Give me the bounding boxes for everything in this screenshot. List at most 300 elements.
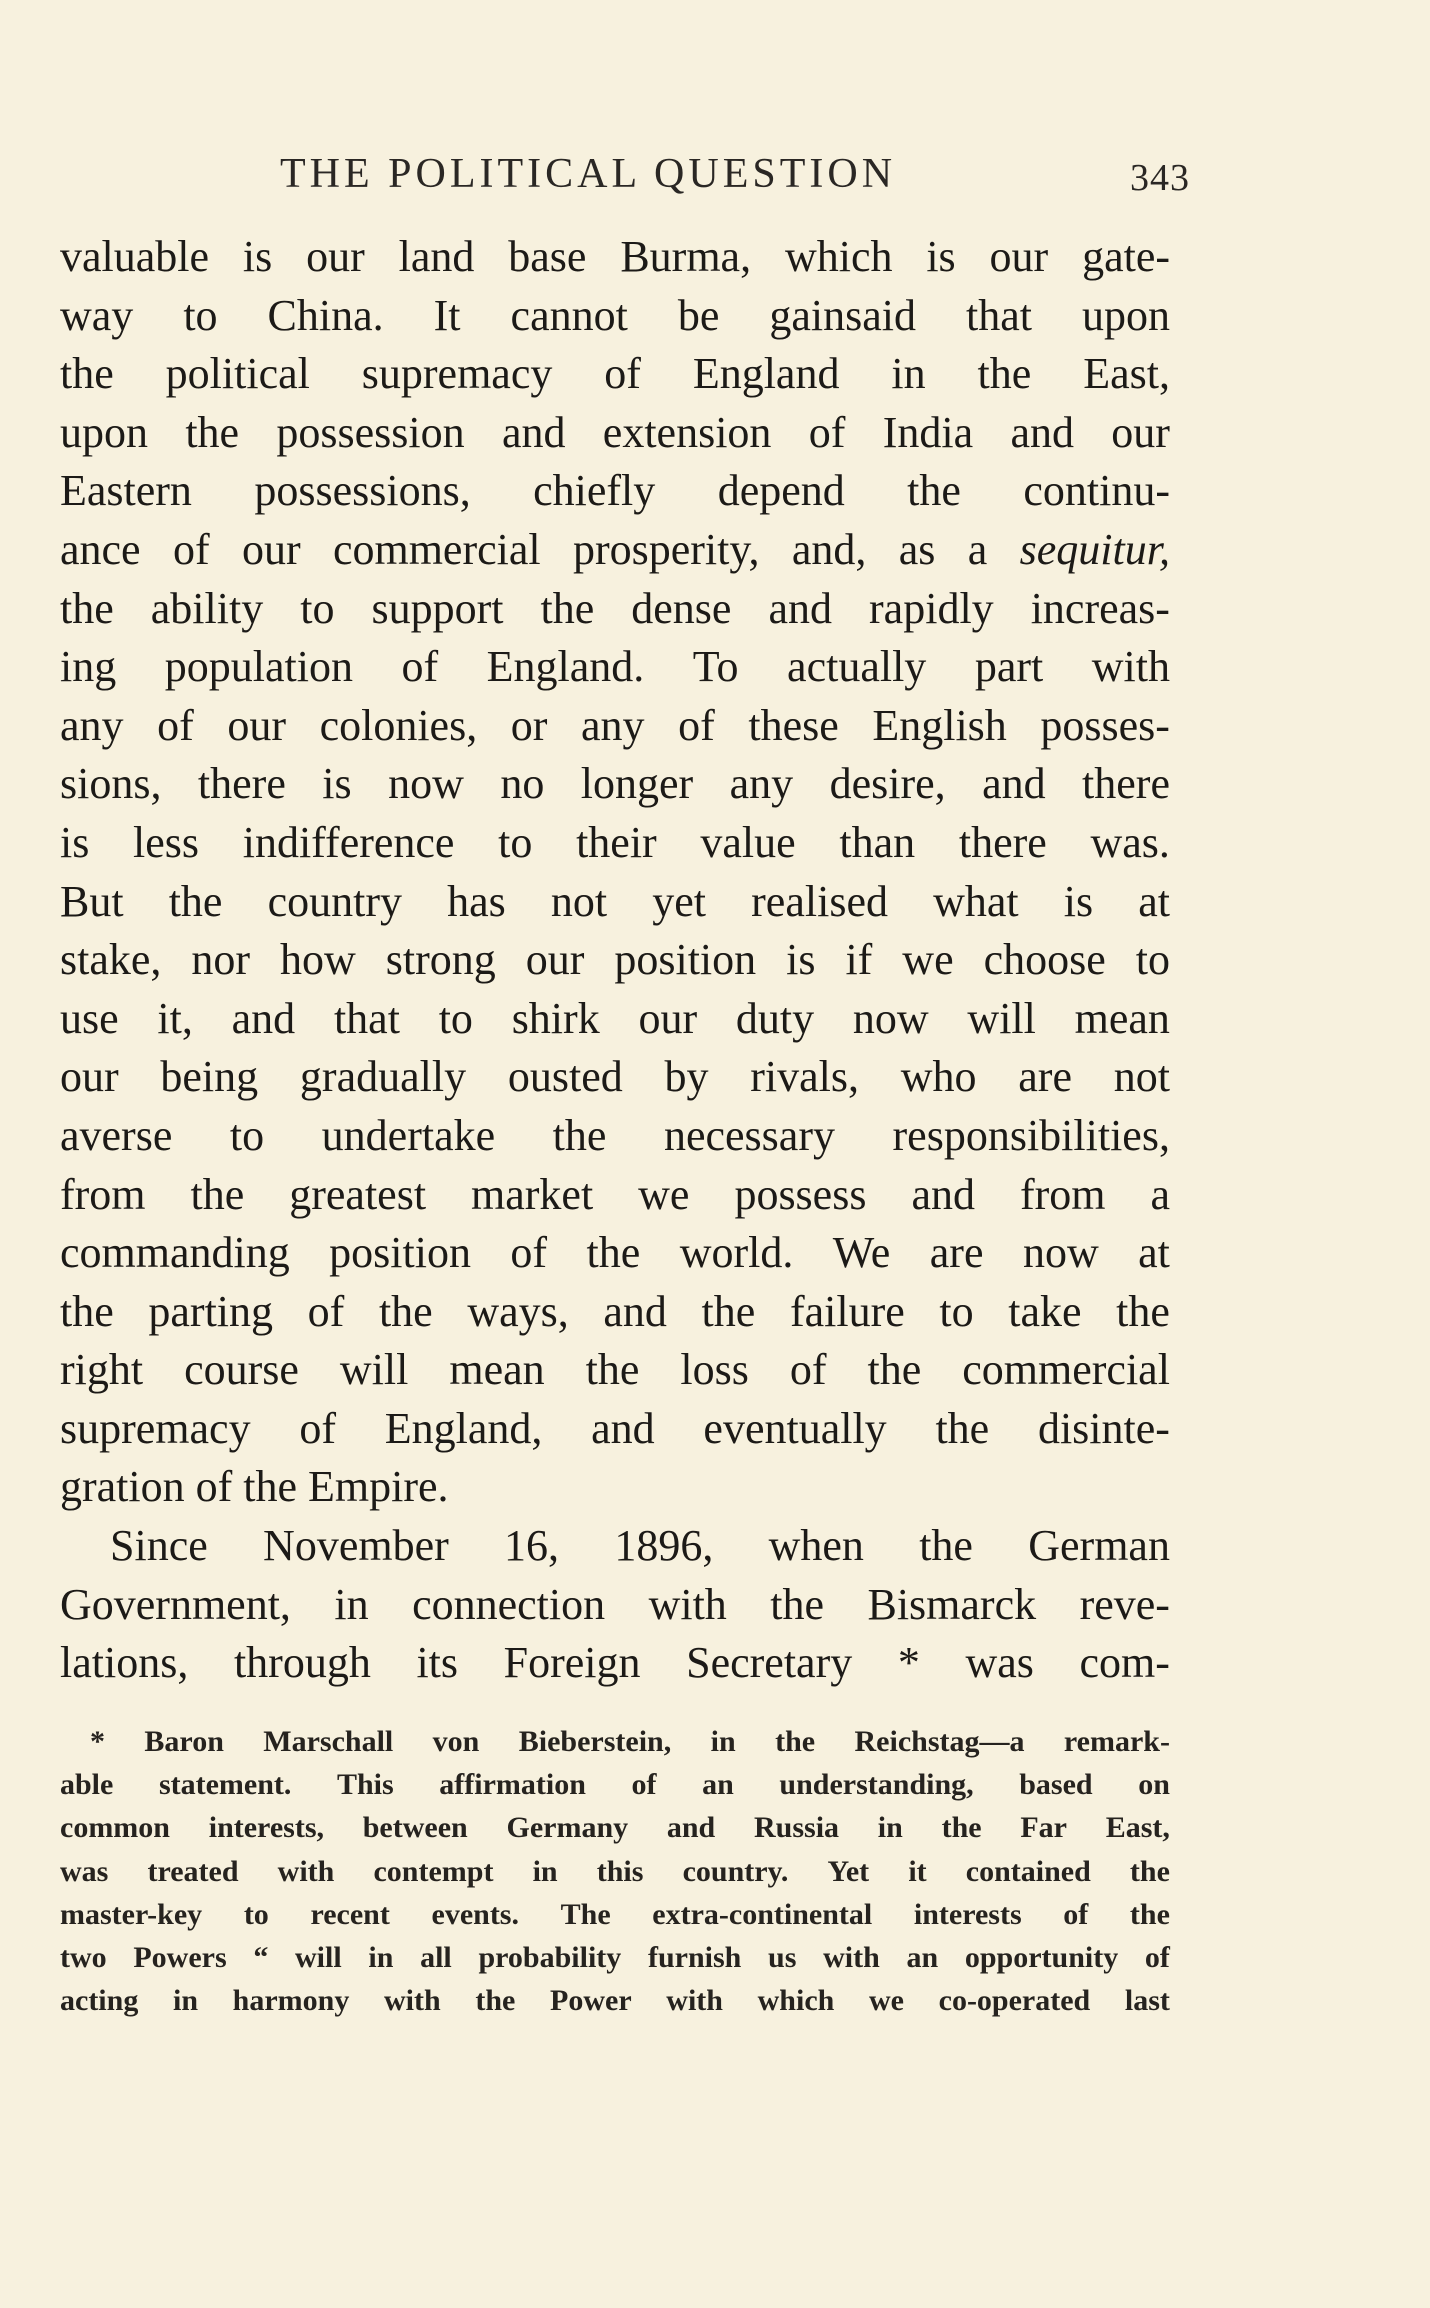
word: co-operated <box>938 1984 1091 2018</box>
word: not <box>1113 1052 1170 1102</box>
word: “ <box>253 1940 269 1974</box>
word: valuable <box>60 232 210 281</box>
word: these <box>748 700 839 750</box>
word: with <box>277 1854 335 1888</box>
word: part <box>974 642 1044 692</box>
word: two <box>60 1940 107 1974</box>
word: market <box>471 1169 594 1219</box>
word: we <box>902 935 954 985</box>
text-line <box>60 873 1170 932</box>
word: eventually <box>703 1403 887 1453</box>
word: was <box>965 1638 1034 1688</box>
word: and <box>1010 407 1074 457</box>
word: interests <box>913 1897 1022 1931</box>
word: averse <box>60 1110 173 1160</box>
text-line <box>60 1458 1170 1517</box>
word: shirk <box>511 993 600 1043</box>
word: the <box>701 1286 756 1336</box>
word: there <box>1082 759 1170 809</box>
word: interests, <box>208 1811 324 1845</box>
word: Since <box>110 1521 208 1571</box>
word: English <box>872 700 1007 750</box>
word: all <box>420 1940 452 1974</box>
word: course <box>184 1345 299 1395</box>
word: the <box>190 1169 245 1219</box>
word: of <box>631 1768 657 1802</box>
word: Baron <box>144 1725 224 1758</box>
word: at <box>1138 1228 1170 1278</box>
word: Bismarck <box>867 1579 1037 1629</box>
word: possess <box>734 1169 867 1219</box>
word: in <box>532 1854 558 1888</box>
word: world. <box>679 1228 794 1278</box>
word: their <box>576 817 657 867</box>
word: are <box>1018 1052 1072 1102</box>
word: possessions, <box>254 466 471 516</box>
word: the <box>1116 1286 1170 1336</box>
text-line <box>60 521 1170 580</box>
word: our <box>638 993 698 1043</box>
word: and <box>603 1286 667 1336</box>
footnote-line <box>60 1806 1170 1849</box>
text-line <box>60 462 1170 521</box>
word: the <box>1129 1854 1170 1888</box>
word: commercial <box>332 524 541 574</box>
text-line <box>60 1166 1170 1225</box>
word: this <box>596 1854 644 1888</box>
word: of <box>678 700 715 750</box>
word: colonies, <box>319 700 478 750</box>
word: land <box>398 232 475 281</box>
word: has <box>447 876 506 926</box>
word: now <box>388 759 464 809</box>
word: dense <box>631 583 732 633</box>
word: desire, <box>829 759 946 809</box>
word: and <box>231 993 296 1043</box>
word: of <box>401 642 439 692</box>
word: Government, <box>60 1579 291 1629</box>
word: of <box>299 1403 336 1453</box>
word: of <box>307 1286 345 1336</box>
word: the <box>977 349 1032 399</box>
word: us <box>768 1940 797 1974</box>
word: actually <box>787 642 927 692</box>
text-line <box>60 1048 1170 1107</box>
word: a <box>967 524 988 574</box>
word: between <box>362 1811 468 1845</box>
word: was <box>60 1854 109 1888</box>
text-line <box>60 345 1170 404</box>
word: of <box>172 524 210 574</box>
word: longer <box>580 759 694 809</box>
word: base <box>508 232 587 281</box>
word: November <box>263 1521 449 1571</box>
word: Germany <box>506 1811 629 1845</box>
word: and <box>666 1811 716 1845</box>
word: when <box>768 1521 864 1571</box>
word: or <box>510 700 548 750</box>
word: Yet <box>827 1854 870 1888</box>
word: possession <box>276 407 465 457</box>
word: in <box>710 1725 736 1758</box>
word: no <box>500 759 545 809</box>
word: upon <box>1082 290 1170 340</box>
word: with <box>648 1579 727 1629</box>
word: in <box>877 1811 903 1845</box>
word: which <box>784 232 893 281</box>
word: there <box>958 817 1047 867</box>
word: reve- <box>1079 1579 1170 1629</box>
word: to <box>939 1286 974 1336</box>
text-line <box>60 990 1170 1049</box>
text-line <box>60 931 1170 990</box>
word: who <box>900 1052 977 1102</box>
word: harmony <box>232 1984 350 2018</box>
word: take <box>1008 1286 1082 1336</box>
word: country. <box>682 1854 789 1888</box>
word: 1896, <box>614 1521 714 1571</box>
word: affirmation <box>439 1768 586 1802</box>
word: gainsaid <box>769 290 917 340</box>
word: opportunity <box>964 1940 1119 1974</box>
word: * <box>897 1638 920 1688</box>
word: now <box>852 993 929 1043</box>
word: Powers <box>133 1940 227 1974</box>
word: the <box>185 407 240 457</box>
word: common <box>60 1811 170 1845</box>
word: Far <box>1020 1811 1067 1845</box>
word: the <box>60 349 114 399</box>
word: way <box>60 290 134 340</box>
word: less <box>133 817 200 867</box>
word: acting <box>60 1984 139 2018</box>
word: our <box>227 700 286 750</box>
text-line <box>60 814 1170 873</box>
word: and <box>982 759 1046 809</box>
word: there <box>197 759 286 809</box>
word: its <box>416 1638 459 1688</box>
text-line <box>60 580 1170 639</box>
word: gradually <box>299 1052 467 1102</box>
word: not <box>550 876 608 926</box>
word: disinte- <box>1037 1403 1170 1453</box>
word: sions, <box>60 759 162 809</box>
text-line <box>60 1283 1170 1342</box>
word: the <box>775 1725 816 1758</box>
word: realised <box>751 876 888 926</box>
word: support <box>371 583 504 633</box>
word: a <box>1150 1169 1170 1219</box>
word: the <box>867 1345 922 1395</box>
text-line <box>60 755 1170 814</box>
word: as <box>898 524 936 574</box>
word: if <box>845 935 873 985</box>
text-line <box>60 638 1170 697</box>
word: chiefly <box>533 466 656 516</box>
word: last <box>1124 1984 1170 2018</box>
word: the <box>378 1286 433 1336</box>
footnote-line <box>60 1850 1170 1893</box>
word: the <box>1129 1897 1170 1931</box>
word: being <box>160 1052 259 1102</box>
word: statement. <box>158 1768 292 1802</box>
word: posses- <box>1040 700 1170 750</box>
word: responsibilities, <box>892 1110 1170 1160</box>
word: England, <box>384 1403 543 1453</box>
word: Reichstag—a <box>854 1725 1025 1758</box>
word: stake, <box>60 935 162 985</box>
word: population <box>164 642 353 692</box>
word: are <box>929 1228 984 1278</box>
word: treated <box>147 1854 239 1888</box>
word: com- <box>1079 1638 1170 1688</box>
word: the <box>475 1984 516 2018</box>
word: Eastern <box>60 466 192 516</box>
text-line <box>60 287 1170 346</box>
word: the <box>586 1228 641 1278</box>
word: indifference <box>242 817 455 867</box>
word: to <box>1135 935 1170 985</box>
word: undertake <box>321 1110 496 1160</box>
word: gate- <box>1082 232 1170 281</box>
word: will <box>295 1940 342 1974</box>
word: with <box>666 1984 723 2018</box>
word: To <box>692 642 739 692</box>
word: Foreign <box>503 1638 641 1688</box>
word: ways, <box>467 1286 569 1336</box>
word: von <box>432 1725 480 1758</box>
word: in <box>368 1940 394 1974</box>
word: use <box>60 993 119 1043</box>
word: ability <box>150 583 264 633</box>
word: it, <box>157 993 193 1043</box>
text-line <box>60 1224 1170 1283</box>
word: extension <box>602 407 772 457</box>
word: parting <box>148 1286 274 1336</box>
text-line <box>60 1517 1170 1576</box>
text-line <box>60 404 1170 463</box>
word: the <box>552 1110 607 1160</box>
word: now <box>1022 1228 1099 1278</box>
word: is <box>242 232 273 281</box>
word: rapidly <box>869 583 994 633</box>
word: yet <box>652 876 707 926</box>
word: cannot <box>510 290 628 340</box>
footnote-line <box>60 1893 1170 1936</box>
word: understanding, <box>779 1768 974 1802</box>
text-line <box>60 1576 1170 1635</box>
running-head: THE POLITICAL QUESTION <box>280 151 897 197</box>
word: we <box>868 1984 904 2018</box>
word: an <box>906 1940 939 1974</box>
word: in <box>334 1579 369 1629</box>
word: position <box>329 1228 471 1278</box>
word: We <box>832 1228 891 1278</box>
word: country <box>267 876 402 926</box>
word: how <box>280 935 356 985</box>
word: lations, <box>60 1638 189 1688</box>
word: the <box>168 876 223 926</box>
word: which <box>757 1984 835 2018</box>
word: Secretary <box>686 1638 853 1688</box>
word: China. <box>267 290 384 340</box>
word: of <box>789 1345 827 1395</box>
word: is <box>322 759 352 809</box>
word: with <box>823 1940 880 1974</box>
word: the <box>540 583 595 633</box>
word: the <box>60 583 114 633</box>
word: commanding <box>60 1228 290 1278</box>
word: is <box>1063 876 1094 926</box>
word: East, <box>1105 1811 1170 1845</box>
text-line <box>60 1400 1170 1459</box>
word: our <box>1111 407 1170 457</box>
word: prosperity, <box>572 524 760 574</box>
word: Bieberstein, <box>518 1725 672 1758</box>
word: to <box>498 817 533 867</box>
word: will <box>967 993 1036 1043</box>
word: able <box>60 1768 114 1802</box>
word: England <box>692 349 840 399</box>
word: was. <box>1090 817 1170 867</box>
word: recent <box>310 1897 390 1931</box>
word: and <box>768 583 833 633</box>
word: any <box>729 759 794 809</box>
word: is <box>60 817 90 867</box>
word: Burma, <box>620 232 752 281</box>
word: and <box>911 1169 975 1219</box>
word: events. <box>431 1897 519 1931</box>
word: contempt <box>373 1854 494 1888</box>
word: of <box>1063 1897 1089 1931</box>
word: Power <box>550 1984 632 2018</box>
word: loss <box>680 1345 749 1395</box>
word: our <box>989 232 1049 281</box>
word: of <box>604 349 641 399</box>
text-line <box>60 1634 1170 1693</box>
word: from <box>60 1169 146 1219</box>
word: to <box>300 583 335 633</box>
word: supremacy <box>361 349 553 399</box>
word: ing <box>60 642 117 692</box>
word: India <box>882 407 974 457</box>
word: on <box>1138 1768 1170 1802</box>
word: an <box>702 1768 734 1802</box>
word: that <box>333 993 400 1043</box>
word: It <box>433 290 461 340</box>
text-line-content: gration of the Empire. <box>60 1462 449 1512</box>
word: to <box>229 1110 265 1160</box>
word: ance <box>60 524 141 574</box>
footnote-line <box>60 1763 1170 1806</box>
word: that <box>966 290 1032 340</box>
word: through <box>233 1638 371 1688</box>
word: what <box>933 876 1019 926</box>
word: of <box>157 700 194 750</box>
word: duty <box>735 993 815 1043</box>
footnote-line <box>60 1720 1170 1763</box>
word: the <box>935 1403 990 1453</box>
word: in <box>891 349 926 399</box>
word: it <box>908 1854 927 1888</box>
word: right <box>60 1345 144 1395</box>
word: of <box>808 407 846 457</box>
word: by <box>664 1052 709 1102</box>
word: the <box>585 1345 640 1395</box>
word: our <box>306 232 365 281</box>
word: be <box>677 290 720 340</box>
word: England. <box>486 642 645 692</box>
word: East, <box>1083 349 1170 399</box>
footnote-line <box>60 1936 1170 1979</box>
word: commercial <box>962 1345 1170 1395</box>
footnote <box>60 1720 1170 2022</box>
word: failure <box>789 1286 905 1336</box>
word: Marschall <box>263 1725 394 1758</box>
word: our <box>60 1052 119 1102</box>
text-line <box>60 1341 1170 1400</box>
word: German <box>1028 1521 1170 1571</box>
page-number: 343 <box>1130 157 1190 199</box>
word: The <box>560 1897 611 1931</box>
word: continu- <box>1023 466 1170 516</box>
word: and, <box>791 524 867 574</box>
word: we <box>638 1169 690 1219</box>
word: furnish <box>647 1940 742 1974</box>
word: from <box>1019 1169 1106 1219</box>
word: than <box>839 817 916 867</box>
word: supremacy <box>60 1403 251 1453</box>
word: increas- <box>1030 583 1170 633</box>
word: political <box>165 349 310 399</box>
word: master-key <box>60 1897 203 1931</box>
word: will <box>339 1345 409 1395</box>
text-line <box>60 228 1170 287</box>
word: is <box>786 935 816 985</box>
word: based <box>1019 1768 1093 1802</box>
word: of <box>1144 1940 1170 1974</box>
word: extra-continental <box>652 1897 873 1931</box>
text-line <box>60 697 1170 756</box>
word: is <box>926 232 956 281</box>
word: our <box>241 524 301 574</box>
word: nor <box>191 935 251 985</box>
word: But <box>60 876 124 926</box>
word: any <box>581 700 645 750</box>
word: to <box>243 1897 269 1931</box>
word: Russia <box>754 1811 840 1845</box>
italic-word: sequitur, <box>1019 524 1170 574</box>
word: the <box>919 1521 973 1571</box>
text-line <box>60 1107 1170 1166</box>
word: 16, <box>504 1521 560 1571</box>
word: of <box>510 1228 548 1278</box>
word: upon <box>60 407 148 457</box>
word: and <box>591 1403 655 1453</box>
body-text <box>60 228 1170 1693</box>
word: to <box>183 290 218 340</box>
word: our <box>525 935 585 985</box>
word: the <box>907 466 961 516</box>
word: contained <box>965 1854 1091 1888</box>
word: with <box>1091 642 1170 692</box>
word: depend <box>717 466 845 516</box>
word: position <box>614 935 757 985</box>
word: This <box>336 1768 394 1802</box>
word: mean <box>1074 993 1170 1043</box>
word: * <box>90 1725 105 1758</box>
word: and <box>501 407 566 457</box>
